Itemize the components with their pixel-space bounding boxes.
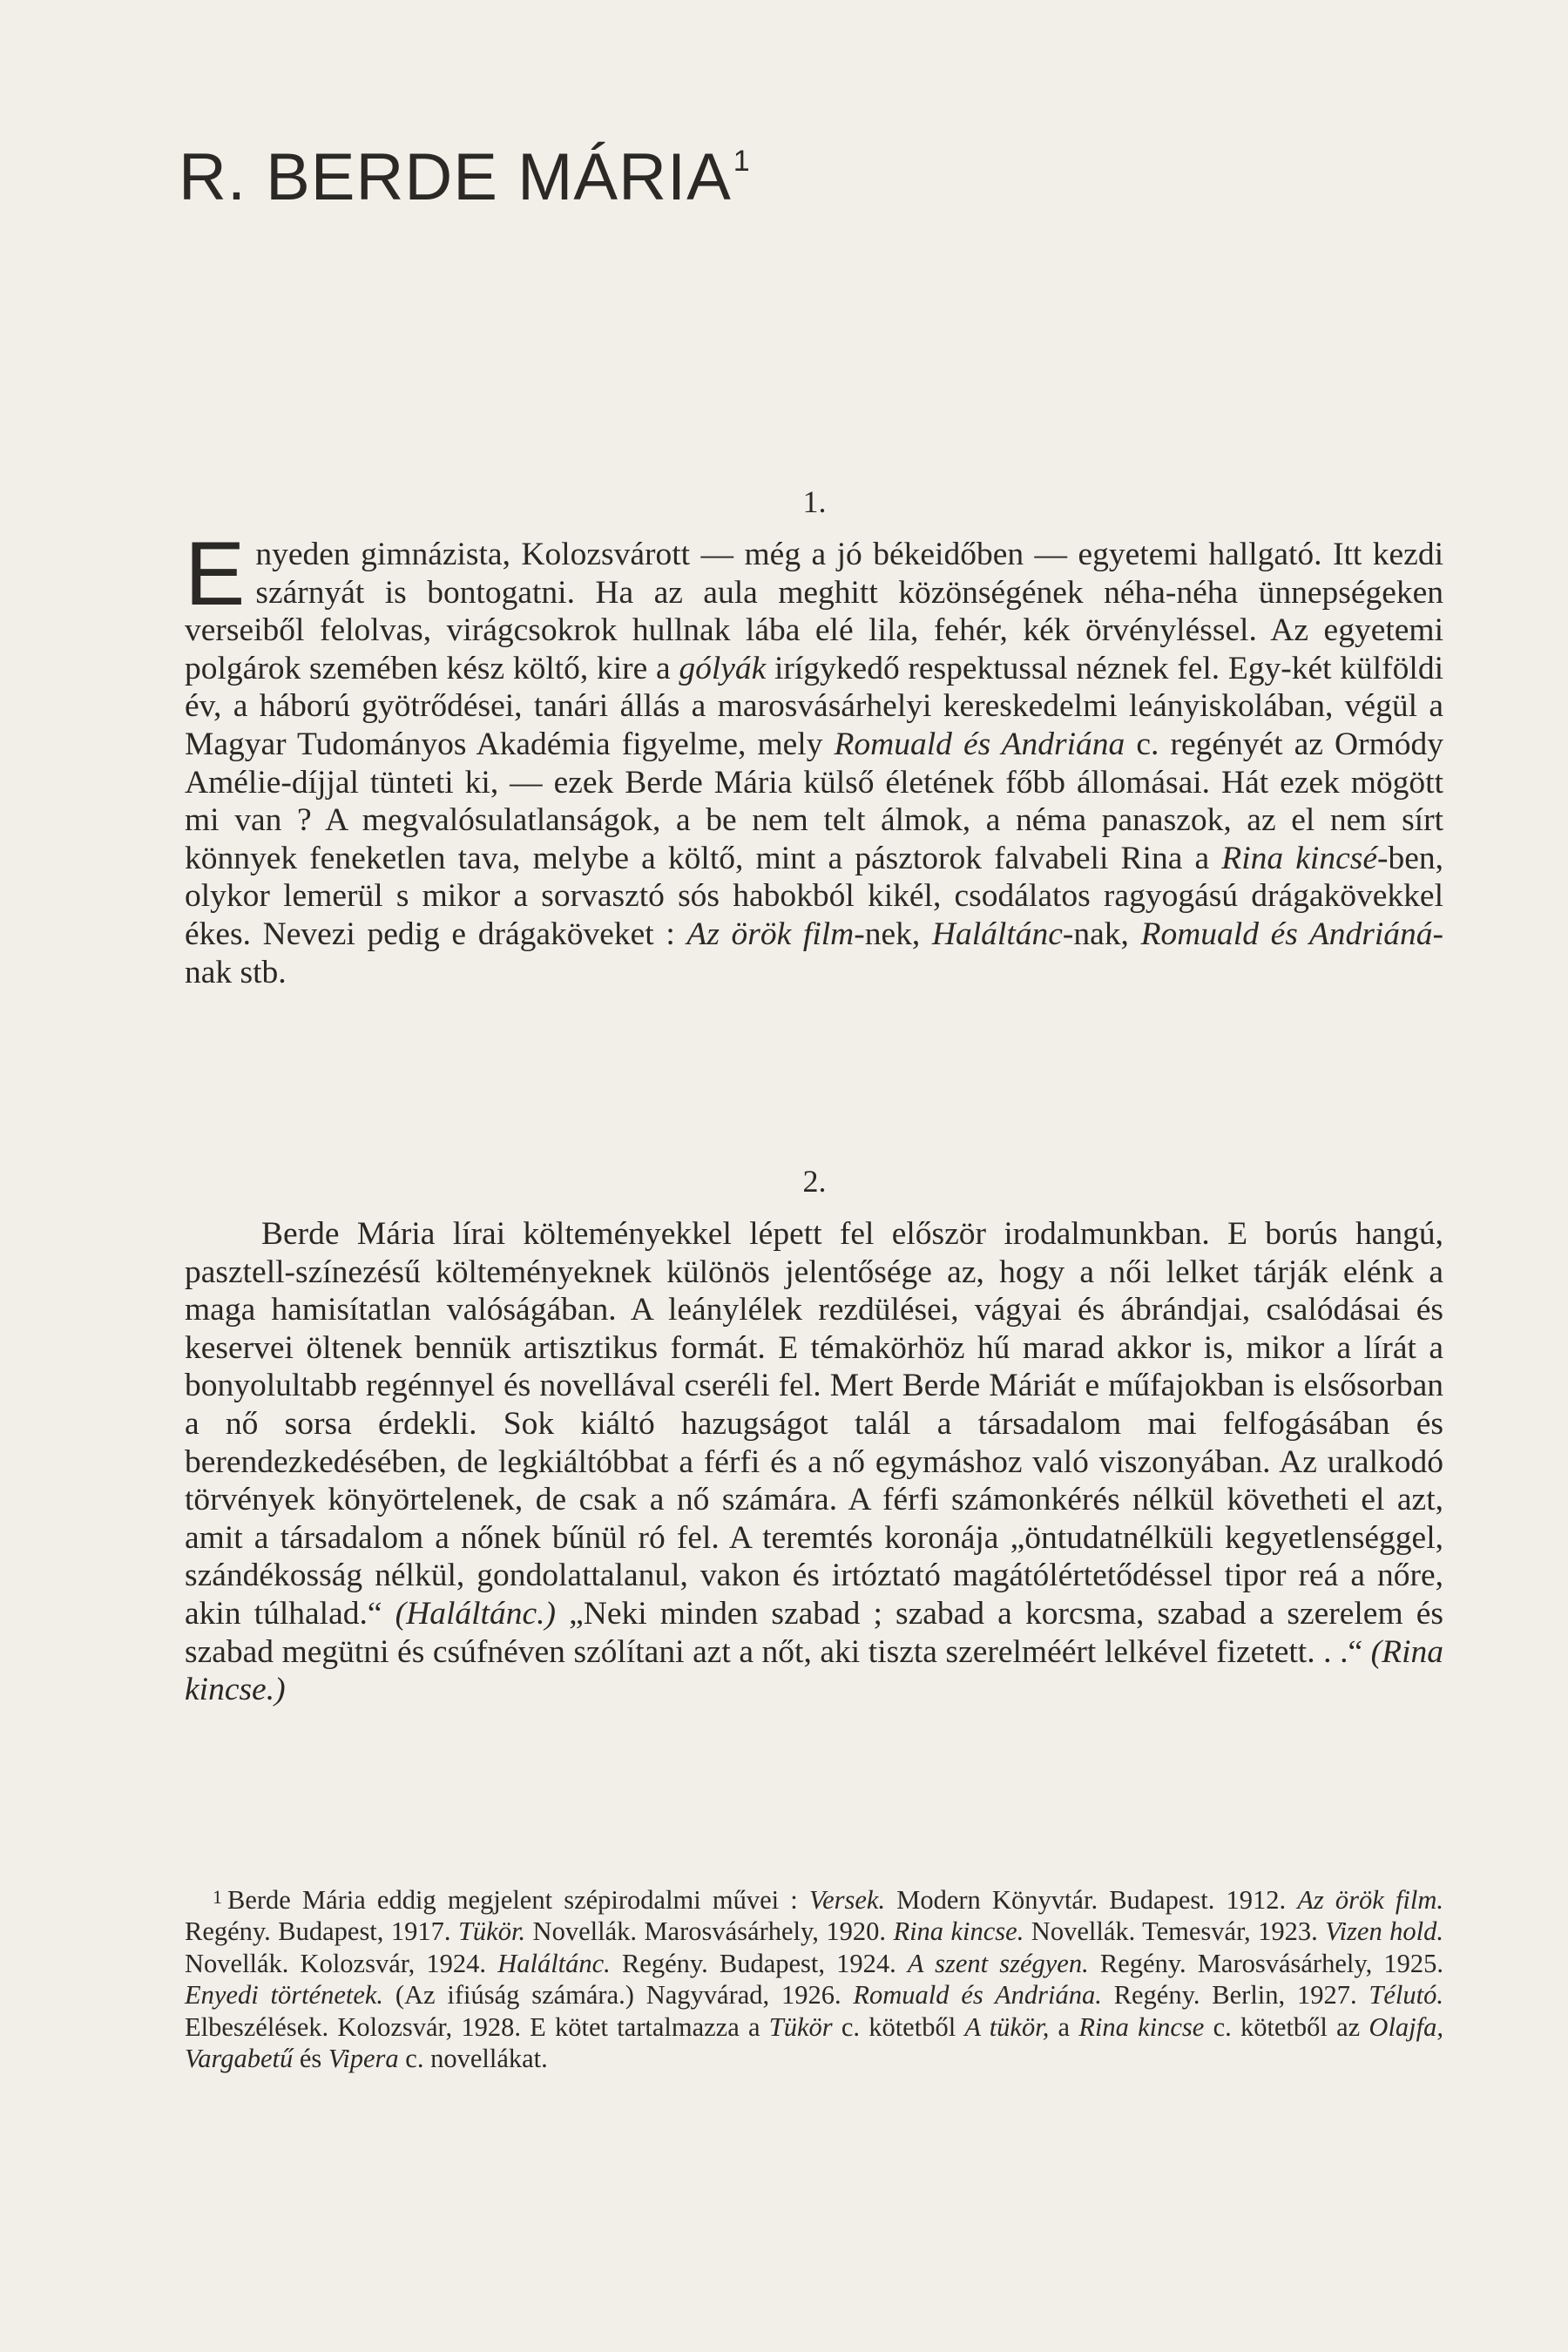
section-1-number: 1. <box>802 484 827 519</box>
section-1-body <box>185 524 1443 991</box>
title-text: R. BERDE MÁRIA <box>179 140 732 214</box>
title-footnote-ref: 1 <box>733 145 751 178</box>
section-2-body <box>185 1215 1443 1709</box>
section-1-paragraph: Enyeden gimnázista, Kolozsvárott — még a jó békeidőben — egyetemi hallgató. Itt kezdi szárnyát is bontogatni. Ha az aula meghitt közönségének néha-néha ünnepségeken verseiből felolvas, virágcsokrok hullnak lába elé lila, fehér, kék örvényléssel. Az egyetemi polgárok szemében kész költő, kire a gólyák irígykedő respektussal néznek fel. Egy-két külföldi év, a háború gyötrődései, tanári állás a marosvásárhelyi kereskedelmi leányiskolában, végül a Magyar Tudományos Akadémia figyelme, mely Romuald és Andriána c. regényét az Ormódy Amélie-díjjal tünteti ki, — ezek Berde Mária külső életének főbb állomásai. Hát ezek mögött mi van ? A megvalósulatlanságok, a be nem telt álmok, a néma panaszok, az el nem sírt könnyek feneketlen tava, melybe a költő, mint a pásztorok falvabeli Rina a Rina kincsé-ben, olykor lemerül s mikor a sorvasztó sós habokból kikél, csodálatos ragyogású drágakövekkel ékes. Nevezi pedig e drágaköveket : Az örök film-nek, Haláltánc-nak, Romuald és Andriáná-nak stb. <box>185 524 1443 990</box>
page-title <box>179 139 751 215</box>
section-2-paragraph: Berde Mária lírai költeményekkel lépett fel először irodalmunkban. E borús hangú, pasztell-színezésű költeményeknek különös jelentősége az, hogy a női lelket tárják elénk a maga hamisítatlan valóságában. A leánylélek rezdülései, vágyai és ábrándjai, csalódásai és keservei öltenek bennük artisztikus formát. E témakörhöz hű marad akkor is, mikor a lírát a bonyolultabb regénnyel és novellával cseréli fel. Mert Berde Máriát e műfajokban is elsősorban a nő sorsa érdekli. Sok kiáltó hazugságot talál a társadalom mai felfogásában és berendezkedésében, de legkiáltóbbat a férfi és a nő egymáshoz való viszonyában. Az uralkodó törvények könyörtelenek, de csak a nő számára. A férfi számonkérés nélkül követheti el azt, amit a társadalom a nőnek bűnül ró fel. A teremtés koronája „öntudatnélküli kegyetlenséggel, szándékosság nélkül, gondolattalanul, vakon és irtóztató magátólértetődéssel tipor reá a nőre, akin túlhalad.“ (Haláltánc.) „Neki minden szabad ; szabad a korcsma, szabad a szerelem és szabad megütni és csúfnéven szólítani azt a nőt, aki tiszta szerelméért lelkével fizetett. . .“ (Rina kincse.) <box>185 1216 1443 1708</box>
section-2-number: 2. <box>802 1164 827 1199</box>
drop-cap: E <box>185 524 246 625</box>
footnote-mark: 1 <box>213 1886 222 1908</box>
footnote-text: 1 Berde Mária eddig megjelent szépirodalmi művei : Versek. Modern Könyvtár. Budapest. 1912. Az örök film. Regény. Budapest, 1917. Tükör. Novellák. Marosvásárhely, 1920. Rina kincse. Novellák. Temesvár, 1923. Vizen hold. Novellák. Kolozsvár, 1924. Haláltánc. Regény. Budapest, 1924. A szent szégyen. Regény. Marosvásárhely, 1925. Enyedi történetek. (Az ifiúság számára.) Nagyvárad, 1926. Romuald és Andriána. Regény. Berlin, 1927. Télutó. Elbeszélések. Kolozsvár, 1928. E kötet tartalmazza a Tükör c. kötetből A tükör, a Rina kincse c. kötetből az Olajfa, Vargabetű és Vipera c. novellákat. <box>185 1885 1444 2074</box>
footnote <box>185 1882 1443 2074</box>
